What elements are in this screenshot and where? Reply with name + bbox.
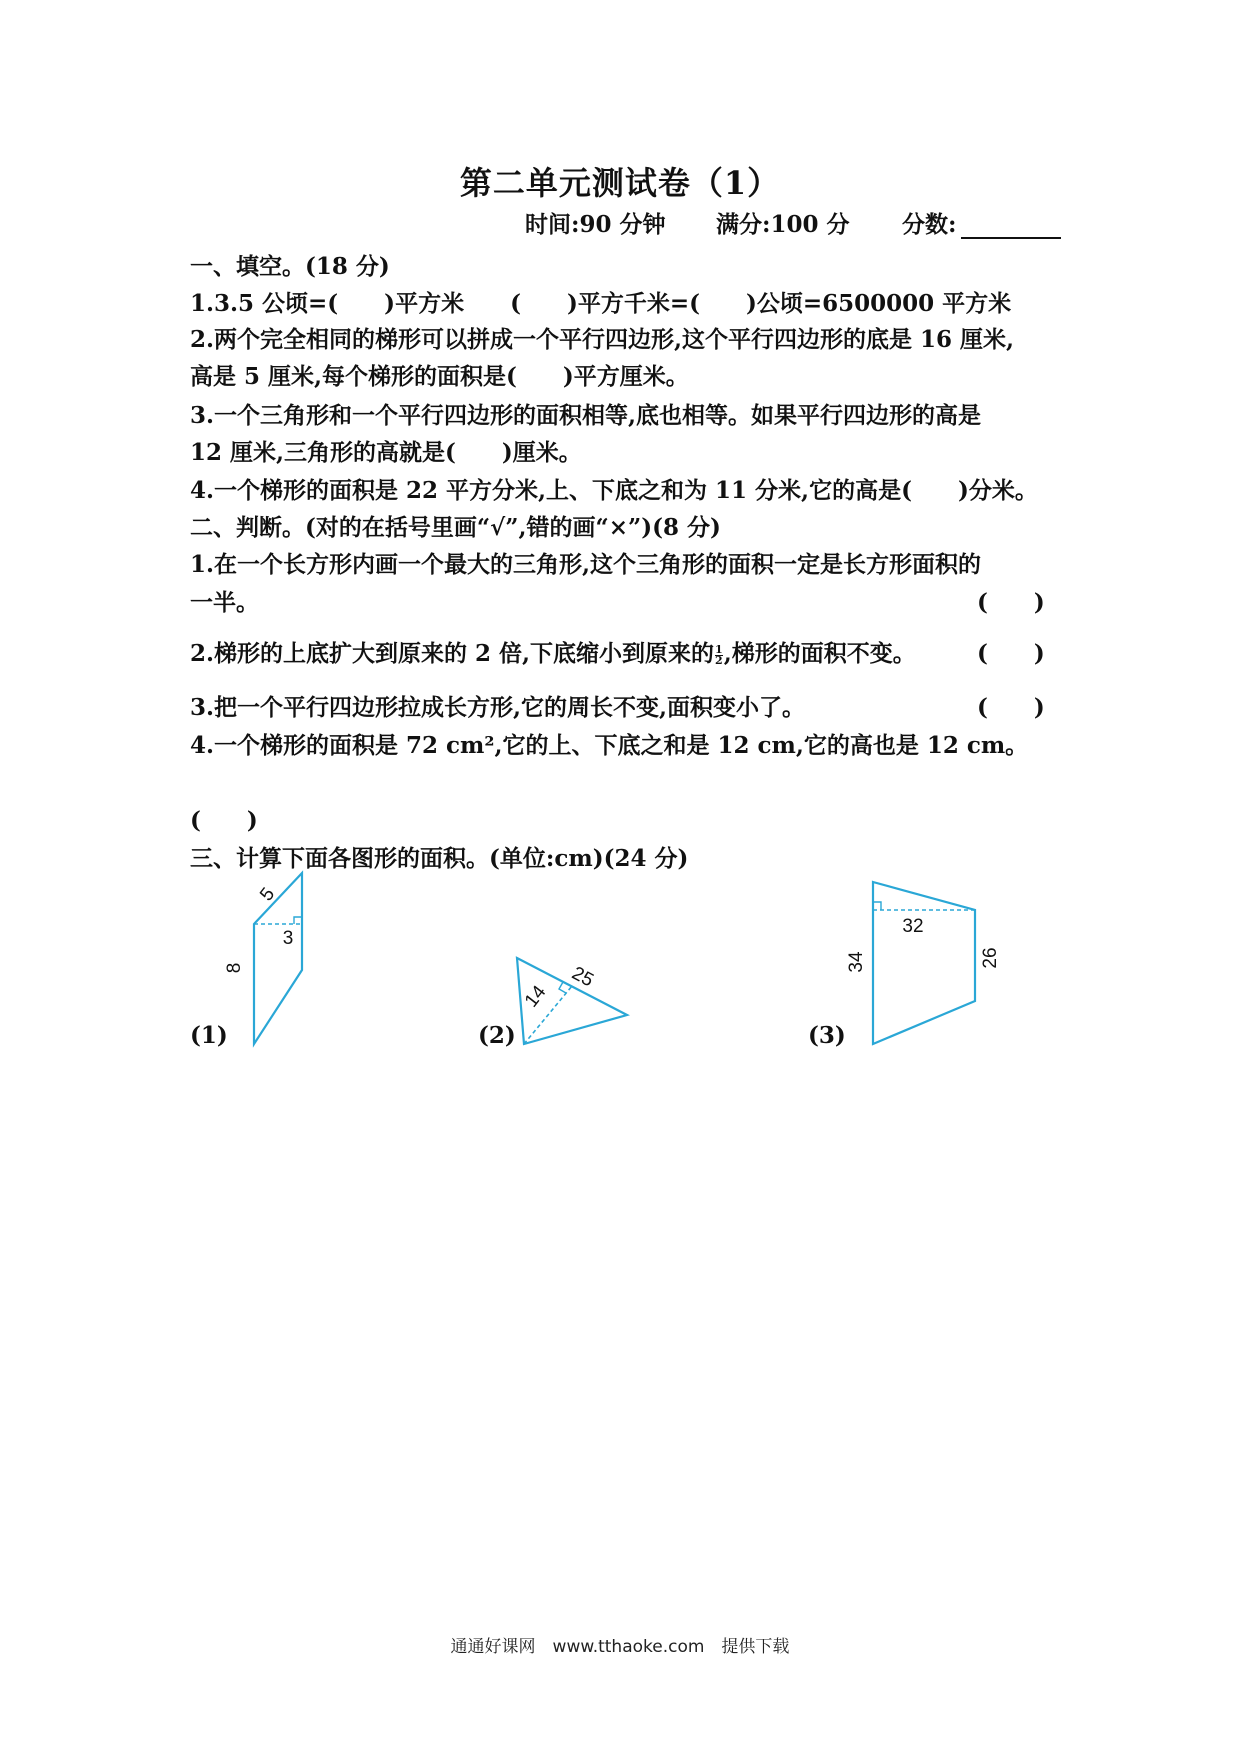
full-score-label: 满分:100 分 bbox=[716, 211, 850, 238]
fill-question-3-line-1: 3.一个三角形和一个平行四边形的面积相等,底也相等。如果平行四边形的高是 bbox=[190, 402, 982, 429]
answer-paren-4[interactable]: ( ) bbox=[190, 807, 258, 834]
dim-label: 25 bbox=[568, 962, 597, 992]
section-2-heading: 二、判断。(对的在括号里画“√”,错的画“×”)(8 分) bbox=[190, 514, 721, 541]
figure-3-trapezoid bbox=[873, 882, 975, 1044]
fraction-numerator: 1 bbox=[715, 642, 723, 656]
judge-question-1-line-1: 1.在一个长方形内画一个最大的三角形,这个三角形的面积一定是长方形面积的 bbox=[190, 551, 982, 578]
judge-question-3: 3.把一个平行四边形拉成长方形,它的周长不变,面积变小了。 bbox=[190, 694, 806, 721]
answer-paren-3[interactable]: ( ) bbox=[977, 694, 1045, 721]
fill-question-2-line-2: 高是 5 厘米,每个梯形的面积是( )平方厘米。 bbox=[190, 363, 689, 390]
fill-question-2-line-1: 2.两个完全相同的梯形可以拼成一个平行四边形,这个平行四边形的底是 16 厘米, bbox=[190, 326, 1015, 353]
fraction-denominator: 2 bbox=[715, 653, 723, 667]
section-3-heading: 三、计算下面各图形的面积。(单位:cm)(24 分) bbox=[190, 845, 689, 872]
judge-question-2-text-after: ,梯形的面积不变。 bbox=[723, 640, 916, 667]
right-angle-mark bbox=[873, 902, 881, 910]
judge-question-4: 4.一个梯形的面积是 72 cm²,它的上、下底之和是 12 cm,它的高也是 12 cm。 bbox=[190, 732, 1029, 759]
fill-question-1: 1.3.5 公顷=( )平方米 ( )平方千米=( )公顷=6500000 平方米 bbox=[190, 290, 1012, 317]
figure-2-label: (2) bbox=[478, 1022, 516, 1049]
dim-label: 26 bbox=[980, 947, 1001, 969]
score-label: 分数: bbox=[902, 211, 957, 238]
figure-1-label: (1) bbox=[190, 1022, 228, 1049]
figure-3-label: (3) bbox=[808, 1022, 846, 1049]
dim-label: 8 bbox=[224, 962, 245, 974]
trapezoid-shape bbox=[873, 882, 975, 1044]
answer-paren-2[interactable]: ( ) bbox=[977, 640, 1045, 667]
fill-question-3-line-2: 12 厘米,三角形的高就是( )厘米。 bbox=[190, 439, 582, 466]
dim-label: 3 bbox=[282, 928, 294, 949]
right-angle-mark bbox=[294, 917, 302, 924]
judge-question-2-text-before: 2.梯形的上底扩大到原来的 2 倍,下底缩小到原来的 bbox=[190, 640, 715, 667]
page-title: 第二单元测试卷（1） bbox=[459, 164, 781, 202]
dim-label: 14 bbox=[520, 981, 551, 1012]
answer-paren-1[interactable]: ( ) bbox=[977, 589, 1045, 616]
dim-label: 5 bbox=[256, 883, 280, 906]
dim-label: 32 bbox=[902, 916, 924, 937]
figure-1-parallelogram bbox=[254, 873, 302, 1044]
parallelogram-shape bbox=[254, 873, 302, 1044]
dim-label: 34 bbox=[846, 951, 867, 973]
footer-text: 通通好课网 www.tthaoke.com 提供下载 bbox=[450, 1637, 790, 1657]
fill-question-4: 4.一个梯形的面积是 22 平方分米,上、下底之和为 11 分米,它的高是( )分米。 bbox=[190, 477, 1038, 504]
judge-question-1-line-2: 一半。 bbox=[190, 589, 259, 616]
time-label: 时间:90 分钟 bbox=[525, 211, 666, 238]
section-1-heading: 一、填空。(18 分) bbox=[190, 253, 390, 280]
